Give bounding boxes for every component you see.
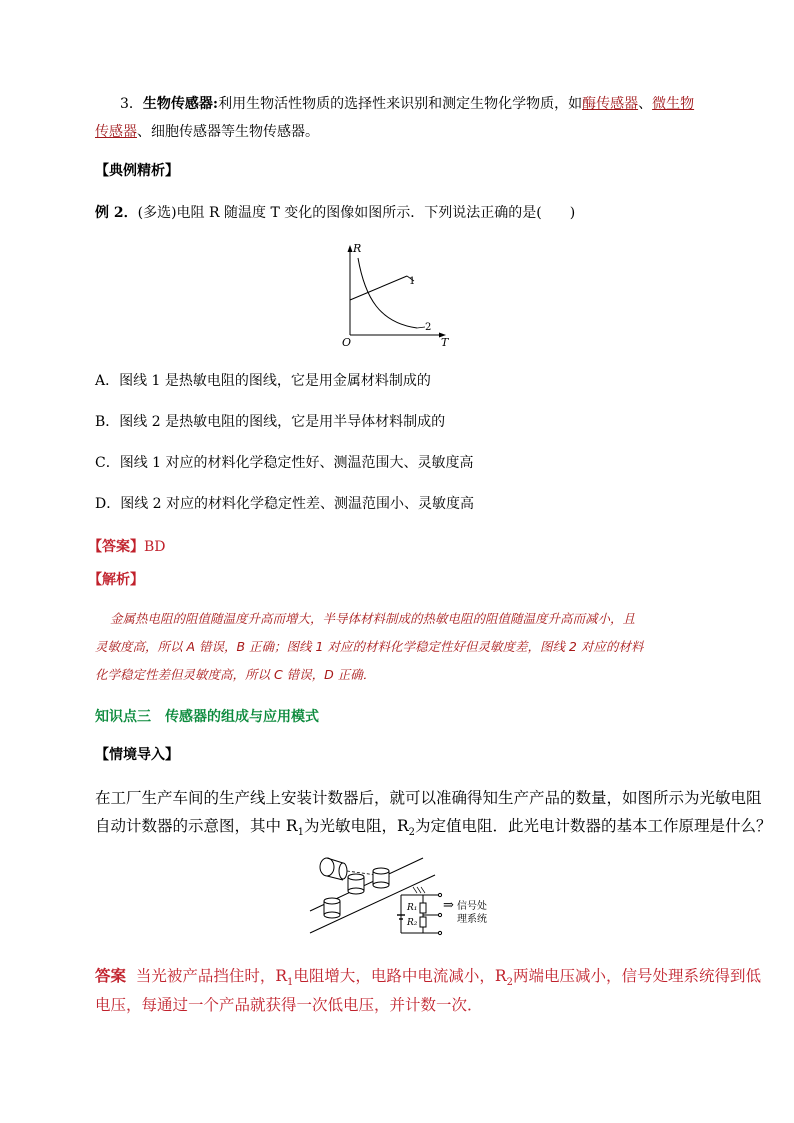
scenario-text-b: 为光敏电阻，R (303, 817, 409, 835)
term-biosensor: 生物传感器: (142, 96, 219, 112)
intro-line-1 (120, 94, 694, 114)
scenario-text-c: 为定值电阻．此光电计数器的基本工作原理是什么？ (415, 817, 772, 835)
intro-line-2 (95, 122, 319, 142)
line-1-label: 1 (409, 276, 416, 287)
option-c: C．图线 1 对应的材料化学稳定性好、测温范围大、灵敏度高 (95, 455, 474, 471)
signal-label-1: 信号处 (457, 901, 487, 912)
option-b: B．图线 2 是热敏电阻的图线，它是用半导体材料制成的 (95, 414, 446, 430)
answer-line (88, 537, 166, 557)
section-scenario-heading: 【情境导入】 (95, 747, 179, 763)
section-example-heading: 【典例精析】 (95, 163, 179, 179)
scenario-text-a: 自动计数器的示意图，其中 R (95, 817, 298, 835)
answer-label: 【答案】 (88, 539, 144, 555)
question-label: 例 2． (95, 205, 138, 221)
axis-label-r: R (353, 242, 362, 255)
signal-label-2: 理系统 (457, 914, 487, 925)
counter-circuit (397, 887, 442, 935)
analysis-line-2: 灵敏度高，所以 A 错误，B 正确；图线 1 对应的材料化学稳定性好但灵敏度差，图线 2 对应的材料 (95, 639, 644, 654)
output-arrow-icon: ⇒ (443, 898, 454, 913)
light-source-lens (339, 863, 347, 879)
origin-label: O (342, 336, 352, 349)
knowledge-point-title: 知识点三 传感器的组成与应用模式 (95, 709, 319, 725)
final-subscript-2: 2 (506, 977, 513, 989)
analysis-line-3: 化学稳定性差但灵敏度高，所以 C 错误，D 正确． (95, 667, 376, 682)
leader-line-2 (417, 327, 425, 328)
analysis-line-1: 金属热电阻的阻值随温度升高而增大，半导体材料制成的热敏电阻的阻值随温度升高而减小，且 (110, 611, 636, 626)
intro-text-2: 、细胞传感器等生物传感器。 (137, 124, 319, 140)
y-axis-arrow (348, 245, 353, 252)
r2-label: R₂ (407, 918, 418, 928)
analysis-label: 【解析】 (88, 572, 144, 588)
subscript-1: 1 (297, 827, 304, 839)
answer-value: BD (144, 539, 166, 555)
item-number: 3． (120, 96, 143, 112)
final-answer-text-a: 当光被产品挡住时，R (135, 967, 288, 985)
option-a: A．图线 1 是热敏电阻的图线，它是用金属材料制成的 (95, 373, 431, 389)
question-line (95, 203, 575, 223)
final-answer-line-2: 电压，每通过一个产品就获得一次低电压，并计数一次． (95, 996, 483, 1014)
product-2 (348, 874, 364, 894)
link-enzyme-sensor[interactable]: 酶传感器 (582, 96, 639, 112)
product-1 (324, 898, 340, 918)
scenario-line-1: 在工厂生产车间的生产线上安装计数器后，就可以准确得知生产产品的数量，如图所示为光敏电阻 (95, 789, 762, 807)
resistance-temperature-graph (335, 238, 465, 350)
intro-text: 利用生物活性物质的选择性来识别和测定生物化学物质，如 (218, 96, 583, 112)
question-text: (多选)电阻 R 随温度 T 变化的图像如图所示．下列说法正确的是( ) (137, 205, 576, 221)
final-answer-label: 答案 (95, 966, 127, 985)
final-answer-text-b: 电阻增大，电路中电流减小，R (293, 967, 507, 985)
photo-counter-diagram (305, 853, 505, 941)
product-3 (373, 868, 389, 888)
line-2-label: 2 (425, 322, 432, 333)
final-answer-text-c: 两端电压减小，信号处理系统得到低 (512, 967, 761, 985)
graph-line-1 (350, 276, 407, 300)
link-microbial-sensor-part2[interactable]: 传感器 (95, 124, 137, 140)
separator: 、 (638, 96, 653, 112)
final-subscript-1: 1 (287, 977, 294, 989)
r1-label: R₁ (407, 903, 418, 913)
light-source (320, 858, 334, 876)
option-d: D．图线 2 对应的材料化学稳定性差、测温范围小、灵敏度高 (95, 496, 475, 512)
scenario-line-2 (95, 813, 772, 846)
link-microbial-sensor-part1[interactable]: 微生物 (652, 96, 695, 112)
axis-label-t: T (441, 336, 449, 349)
subscript-2: 2 (408, 827, 416, 839)
